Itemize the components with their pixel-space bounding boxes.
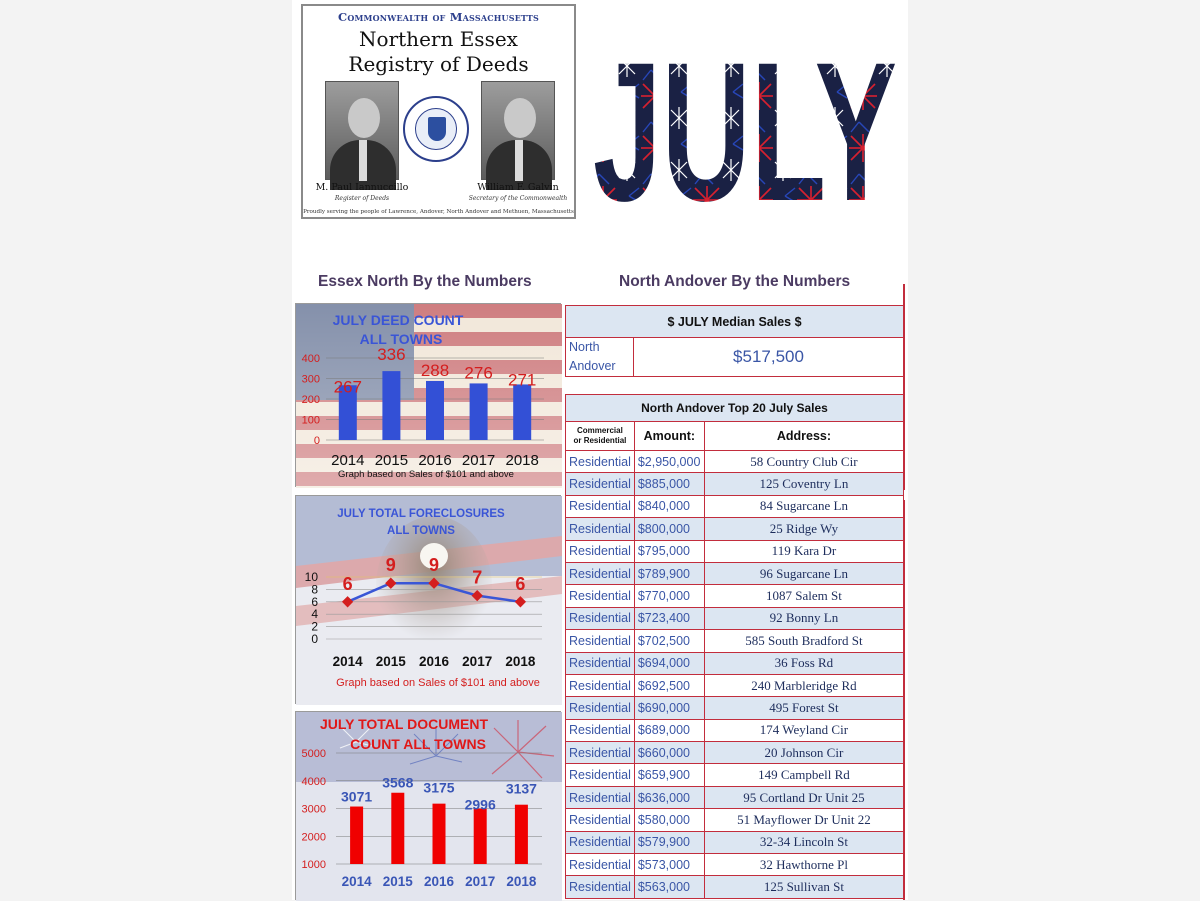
sale-amount-cell: $2,950,000	[634, 451, 704, 473]
table-row	[566, 719, 904, 741]
sale-amount-cell: $702,500	[634, 630, 704, 652]
data-label: 3568	[382, 774, 414, 791]
data-label: 9	[385, 555, 396, 576]
table-row	[566, 495, 904, 517]
data-label: 3137	[505, 780, 537, 797]
bar	[391, 793, 404, 864]
sale-address-cell: 149 Campbell Rd	[704, 764, 903, 786]
foreclosure-chart-title-line1: JULY TOTAL FORECLOSURES	[337, 508, 505, 520]
y-tick-label: 4000	[301, 775, 326, 788]
column-header-address: Address:	[704, 422, 903, 451]
y-tick-label: 0	[313, 435, 320, 447]
bar	[350, 807, 363, 864]
sale-address-cell: 25 Ridge Wy	[704, 518, 903, 540]
register-name: M. Paul Iannuccillo	[315, 182, 409, 193]
sale-address-cell: 92 Bonny Ln	[704, 607, 903, 629]
document-chart-title-line2: COUNT ALL TOWNS	[350, 736, 486, 752]
x-tick-label: 2016	[418, 452, 452, 469]
sale-amount-cell: $689,000	[634, 719, 704, 741]
sale-address-cell: 125 Coventry Ln	[704, 473, 903, 495]
sale-address-cell: 240 Marbleridge Rd	[704, 674, 903, 696]
column-header-type-line2: or Residential	[573, 436, 627, 445]
table-row	[566, 585, 904, 607]
data-label: 9	[428, 555, 440, 576]
sale-amount-cell: $690,000	[634, 697, 704, 719]
sale-type-cell: Residential	[566, 697, 635, 719]
secretary-portrait-image	[481, 81, 555, 180]
secretary-role: Secretary of the Commonwealth	[468, 195, 568, 202]
sale-address-cell: 84 Sugarcane Ln	[704, 495, 903, 517]
x-tick-label: 2016	[423, 874, 455, 889]
sale-address-cell: 58 Country Club Cir	[704, 451, 903, 473]
registry-title	[303, 27, 574, 77]
table-row	[566, 607, 904, 629]
secretary-name: William F. Galvin	[477, 182, 559, 193]
data-label: 2996	[464, 796, 496, 813]
deed-chart-title-line1: JULY DEED COUNT	[332, 312, 464, 328]
sale-type-cell: Residential	[566, 786, 635, 808]
median-sales-header: $ JULY Median Sales $	[566, 306, 904, 338]
sale-address-cell: 495 Forest St	[704, 697, 903, 719]
top-sales-title: North Andover Top 20 July Sales	[566, 395, 904, 422]
bar	[515, 805, 528, 864]
register-role: Register of Deeds	[334, 195, 390, 202]
data-label: 271	[508, 370, 537, 390]
sale-amount-cell: $692,500	[634, 674, 704, 696]
massachusetts-seal-icon	[403, 96, 469, 162]
sale-amount-cell: $723,400	[634, 607, 704, 629]
sale-amount-cell: $659,900	[634, 764, 704, 786]
data-label: 7	[472, 567, 483, 588]
sale-address-cell: 585 South Bradford St	[704, 630, 903, 652]
y-tick-label: 2	[311, 619, 318, 634]
sale-amount-cell: $840,000	[634, 495, 704, 517]
sale-type-cell: Residential	[566, 562, 635, 584]
deed-chart-note: Graph based on Sales of $101 and above	[338, 469, 514, 480]
sale-amount-cell: $795,000	[634, 540, 704, 562]
sale-address-cell: 96 Sugarcane Ln	[704, 562, 903, 584]
y-tick-label: 0	[311, 632, 318, 646]
y-tick-label: 4	[311, 607, 318, 622]
table-row	[566, 831, 904, 853]
top-sales-table	[565, 394, 904, 899]
table-row	[566, 742, 904, 764]
foreclosure-chart-title-line2: ALL TOWNS	[387, 525, 455, 537]
sale-amount-cell: $770,000	[634, 585, 704, 607]
right-border-line-lower	[903, 500, 905, 900]
x-tick-label: 2015	[382, 874, 413, 889]
y-tick-label: 6	[311, 594, 318, 609]
data-label: 288	[420, 360, 450, 380]
table-row	[566, 697, 904, 719]
sale-amount-cell: $579,900	[634, 831, 704, 853]
column-header-type-line1: Commercial	[577, 426, 623, 435]
sale-type-cell: Residential	[566, 652, 635, 674]
x-tick-label: 2014	[341, 874, 372, 889]
table-row	[566, 674, 904, 696]
july-fireworks-graphic	[589, 21, 901, 242]
sale-address-cell: 20 Johnson Cir	[704, 742, 903, 764]
bar	[474, 809, 487, 864]
median-town-line2: Andover	[569, 359, 616, 373]
sale-address-cell: 95 Cortland Dr Unit 25	[704, 786, 903, 808]
document-count-chart-panel	[295, 711, 561, 900]
sale-type-cell: Residential	[566, 473, 635, 495]
sale-type-cell: Residential	[566, 674, 635, 696]
y-tick-label: 5000	[301, 748, 326, 760]
deed-chart-title-line2: ALL TOWNS	[359, 331, 443, 347]
y-tick-label: 2000	[301, 831, 326, 844]
y-tick-label: 400	[301, 353, 320, 365]
x-tick-label: 2017	[465, 874, 496, 889]
foreclosures-chart-panel	[295, 495, 561, 704]
registry-title-line1: Northern Essex	[359, 27, 518, 51]
y-tick-label: 10	[304, 570, 318, 584]
median-sales-table	[565, 305, 904, 377]
y-tick-label: 100	[301, 414, 320, 427]
registry-title-line2: Registry of Deeds	[348, 52, 529, 76]
table-row	[566, 562, 904, 584]
table-row	[566, 876, 904, 898]
bar	[433, 804, 446, 864]
x-tick-label: 2017	[461, 452, 496, 469]
sale-amount-cell: $694,000	[634, 652, 704, 674]
sale-type-cell: Residential	[566, 518, 635, 540]
table-row	[566, 518, 904, 540]
x-tick-label: 2015	[374, 452, 409, 469]
sale-type-cell: Residential	[566, 540, 635, 562]
table-row	[566, 473, 904, 495]
registry-header-card	[301, 4, 576, 219]
median-town-cell	[566, 338, 634, 377]
sale-type-cell: Residential	[566, 742, 635, 764]
sale-amount-cell: $580,000	[634, 809, 704, 831]
x-tick-label: 2014	[331, 452, 365, 469]
sale-address-cell: 1087 Salem St	[704, 585, 903, 607]
data-label: 336	[377, 345, 406, 365]
right-section-heading: North Andover By the Numbers	[619, 273, 851, 290]
median-town-line1: North	[569, 340, 600, 354]
column-header-amount: Amount:	[634, 422, 704, 451]
data-label: 6	[515, 573, 526, 594]
sale-amount-cell: $660,000	[634, 742, 704, 764]
median-sales-value: $517,500	[634, 338, 904, 377]
left-section-heading: Essex North By the Numbers	[318, 273, 532, 290]
data-label: 3175	[423, 779, 455, 796]
y-tick-label: 200	[301, 394, 320, 406]
sale-type-cell: Residential	[566, 831, 635, 853]
sale-amount-cell: $636,000	[634, 786, 704, 808]
x-tick-label: 2018	[505, 452, 539, 469]
sale-amount-cell: $800,000	[634, 518, 704, 540]
deed-count-chart-panel	[295, 303, 561, 487]
sale-amount-cell: $789,900	[634, 562, 704, 584]
registry-footer: Proudly serving the people of Lawrence, Andover, North Andover and Methuen, Massachusetts	[303, 209, 574, 215]
bar	[426, 381, 444, 440]
sale-address-cell: 32-34 Lincoln St	[704, 831, 903, 853]
sale-type-cell: Residential	[566, 451, 635, 473]
sale-address-cell: 125 Sullivan St	[704, 876, 903, 898]
data-label: 267	[333, 377, 362, 397]
top-sales-rows	[566, 451, 904, 899]
y-tick-label: 300	[301, 373, 320, 386]
sale-type-cell: Residential	[566, 764, 635, 786]
register-portrait-image	[325, 81, 399, 180]
sale-type-cell: Residential	[566, 585, 635, 607]
table-row	[566, 652, 904, 674]
document-chart-title-line1: JULY TOTAL DOCUMENT	[319, 716, 489, 732]
foreclosure-chart-note: Graph based on Sales of $101 and above	[336, 677, 540, 689]
table-row	[566, 854, 904, 876]
document-page	[292, 0, 908, 900]
x-tick-label: 2016	[418, 654, 450, 669]
july-graphic-text: JULY	[593, 21, 897, 242]
x-tick-label: 2015	[375, 654, 406, 669]
sale-type-cell: Residential	[566, 495, 635, 517]
right-border-line	[903, 284, 905, 490]
y-tick-label: 1000	[301, 859, 326, 871]
sale-address-cell: 36 Foss Rd	[704, 652, 903, 674]
x-tick-label: 2018	[506, 874, 537, 889]
table-row	[566, 540, 904, 562]
data-label: 276	[464, 363, 493, 383]
sale-amount-cell: $573,000	[634, 854, 704, 876]
bar	[513, 384, 531, 440]
table-row	[566, 630, 904, 652]
bar	[382, 371, 400, 440]
sale-amount-cell: $885,000	[634, 473, 704, 495]
sale-amount-cell: $563,000	[634, 876, 704, 898]
sale-type-cell: Residential	[566, 809, 635, 831]
table-row	[566, 809, 904, 831]
x-tick-label: 2018	[505, 654, 536, 669]
sale-address-cell: 174 Weyland Cir	[704, 719, 903, 741]
table-row	[566, 764, 904, 786]
data-label: 3071	[341, 788, 373, 805]
sale-type-cell: Residential	[566, 719, 635, 741]
sale-address-cell: 119 Kara Dr	[704, 540, 903, 562]
document-count-chart	[296, 712, 562, 901]
sale-address-cell: 32 Hawthorne Pl	[704, 854, 903, 876]
sale-type-cell: Residential	[566, 607, 635, 629]
x-tick-label: 2017	[462, 654, 493, 669]
registry-state: Commonwealth of Massachusetts	[337, 10, 540, 24]
sale-type-cell: Residential	[566, 876, 635, 898]
table-row	[566, 786, 904, 808]
table-row	[566, 451, 904, 473]
column-header-type	[566, 422, 635, 451]
foreclosures-chart	[296, 496, 562, 705]
sale-address-cell: 51 Mayflower Dr Unit 22	[704, 809, 903, 831]
y-tick-label: 8	[311, 582, 318, 597]
sale-type-cell: Residential	[566, 854, 635, 876]
deed-count-chart	[296, 304, 562, 488]
sale-type-cell: Residential	[566, 630, 635, 652]
y-tick-label: 3000	[301, 803, 326, 816]
data-label: 6	[342, 573, 353, 594]
x-tick-label: 2014	[332, 654, 363, 669]
bar	[470, 383, 488, 440]
